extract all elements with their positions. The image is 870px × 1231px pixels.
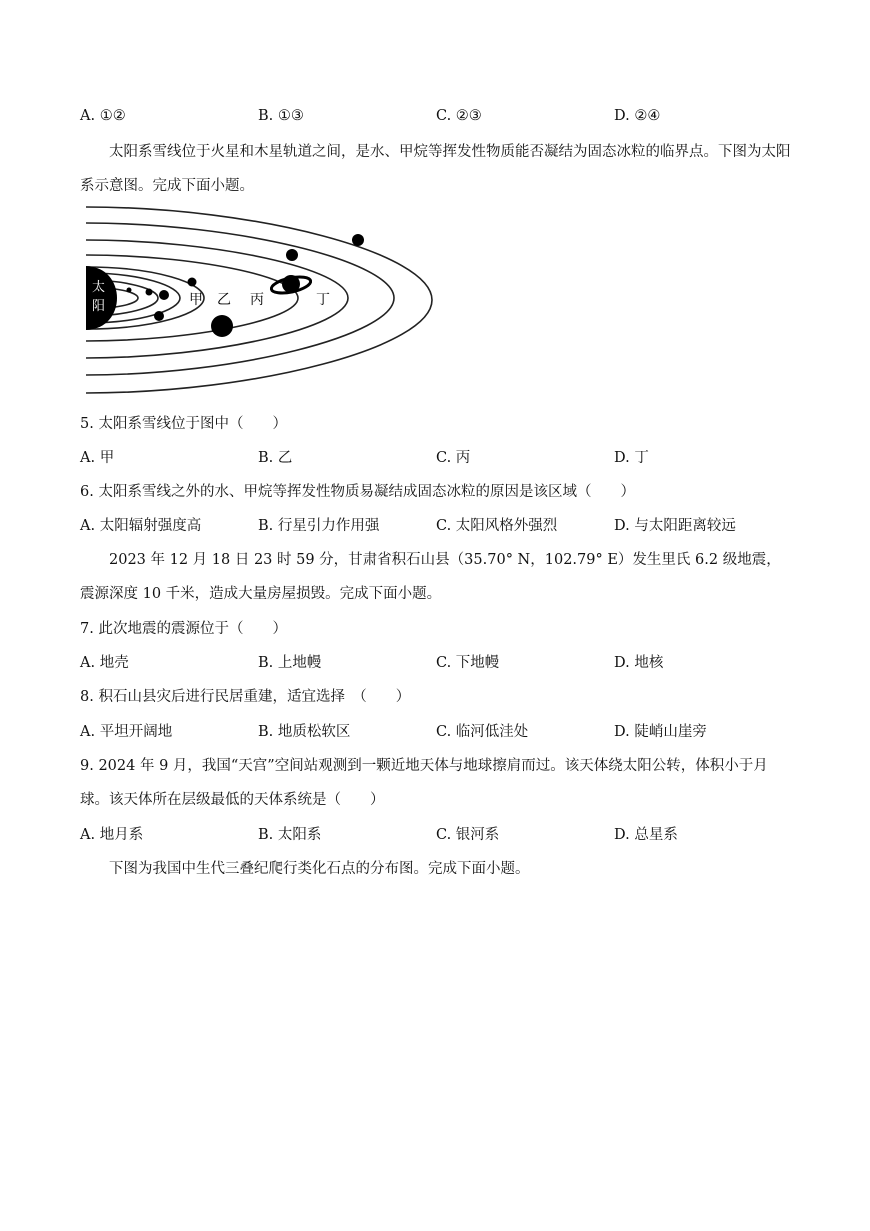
q5-stem: 5. 太阳系雪线位于图中（ ）: [80, 416, 287, 432]
q8-option-a[interactable]: A. 平坦开阔地: [80, 724, 173, 740]
sun-label-bottom: 阳: [92, 299, 106, 314]
sun-body: [86, 267, 117, 329]
q7-option-a[interactable]: A. 地壳: [80, 655, 129, 671]
q6-options: [80, 516, 780, 536]
planet-saturn-ringed: [270, 274, 312, 296]
q8-option-c[interactable]: C. 临河低洼处: [436, 724, 529, 740]
q6-option-d[interactable]: D. 与太阳距离较远: [614, 518, 736, 534]
q5-option-a[interactable]: A. 甲: [80, 450, 115, 466]
q7-stem: 7. 此次地震的震源位于（ ）: [80, 621, 287, 637]
q8-stem: 8. 积石山县灾后进行民居重建，适宜选择 （ ）: [80, 689, 411, 705]
q6-option-b[interactable]: B. 行星引力作用强: [258, 518, 380, 534]
intro-fossil-map: 下图为我国中生代三叠纪爬行类化石点的分布图。完成下面小题。: [109, 861, 530, 877]
q7-option-c[interactable]: C. 下地幔: [436, 655, 500, 671]
q4-option-c[interactable]: C. ②③: [436, 108, 482, 124]
q5-options: [80, 448, 780, 468]
q5-option-c[interactable]: C. 丙: [436, 450, 471, 466]
q6-option-c[interactable]: C. 太阳风格外强烈: [436, 518, 558, 534]
sun-label-top: 太: [92, 280, 106, 295]
planet-small: [188, 278, 197, 287]
label-bing: 丙: [250, 292, 264, 308]
planet-jupiter: [211, 315, 233, 337]
q8-option-d[interactable]: D. 陡峭山崖旁: [614, 724, 707, 740]
q4-option-a[interactable]: A. ①②: [80, 108, 126, 124]
q9-options: [80, 825, 780, 845]
solar-system-diagram: [86, 203, 438, 400]
planet-saturn-orbit: [286, 249, 298, 261]
q4-options: [80, 106, 780, 126]
q4-option-d[interactable]: D. ②④: [614, 108, 661, 124]
q9-stem: 9. 2024 年 9 月，我国“天宫”空间站观测到一颗近地天体与地球擦肩而过。该天体绕太阳公转，体积小于月球。该天体所在层级最低的天体系统是（ ）: [80, 758, 768, 808]
q9-option-c[interactable]: C. 银河系: [436, 827, 500, 843]
label-jia: 甲: [189, 292, 203, 308]
label-ding: 丁: [316, 292, 330, 308]
q5-option-b[interactable]: B. 乙: [258, 450, 293, 466]
q7-option-b[interactable]: B. 上地幔: [258, 655, 322, 671]
q6-option-a[interactable]: A. 太阳辐射强度高: [80, 518, 202, 534]
intro-snow-line: 太阳系雪线位于火星和木星轨道之间，是水、甲烷等挥发性物质能否凝结为固态冰粒的临界点。下图为太阳系示意图。完成下面小题。: [80, 144, 791, 194]
q8-option-b[interactable]: B. 地质松软区: [258, 724, 351, 740]
q9-option-d[interactable]: D. 总星系: [614, 827, 678, 843]
q9-option-b[interactable]: B. 太阳系: [258, 827, 322, 843]
label-yi: 乙: [217, 292, 231, 308]
planet-mercury: [127, 288, 132, 293]
planet-neptune: [352, 234, 364, 246]
planet-mars: [154, 311, 164, 321]
q8-options: [80, 722, 780, 742]
q7-options: [80, 653, 780, 673]
q4-option-b[interactable]: B. ①③: [258, 108, 304, 124]
q7-option-d[interactable]: D. 地核: [614, 655, 664, 671]
q9-option-a[interactable]: A. 地月系: [80, 827, 144, 843]
intro-earthquake: 2023 年 12 月 18 日 23 时 59 分，甘肃省积石山县（35.70° N，102.79° E）发生里氏 6.2 级地震，震源深度 10 千米，造成大量房屋损毁。完成下面小题。: [80, 552, 781, 602]
q6-stem: 6. 太阳系雪线之外的水、甲烷等挥发性物质易凝结成固态冰粒的原因是该区域（ ）: [80, 484, 635, 500]
q5-option-d[interactable]: D. 丁: [614, 450, 649, 466]
planet-earth: [159, 290, 169, 300]
planet-venus: [146, 289, 153, 296]
